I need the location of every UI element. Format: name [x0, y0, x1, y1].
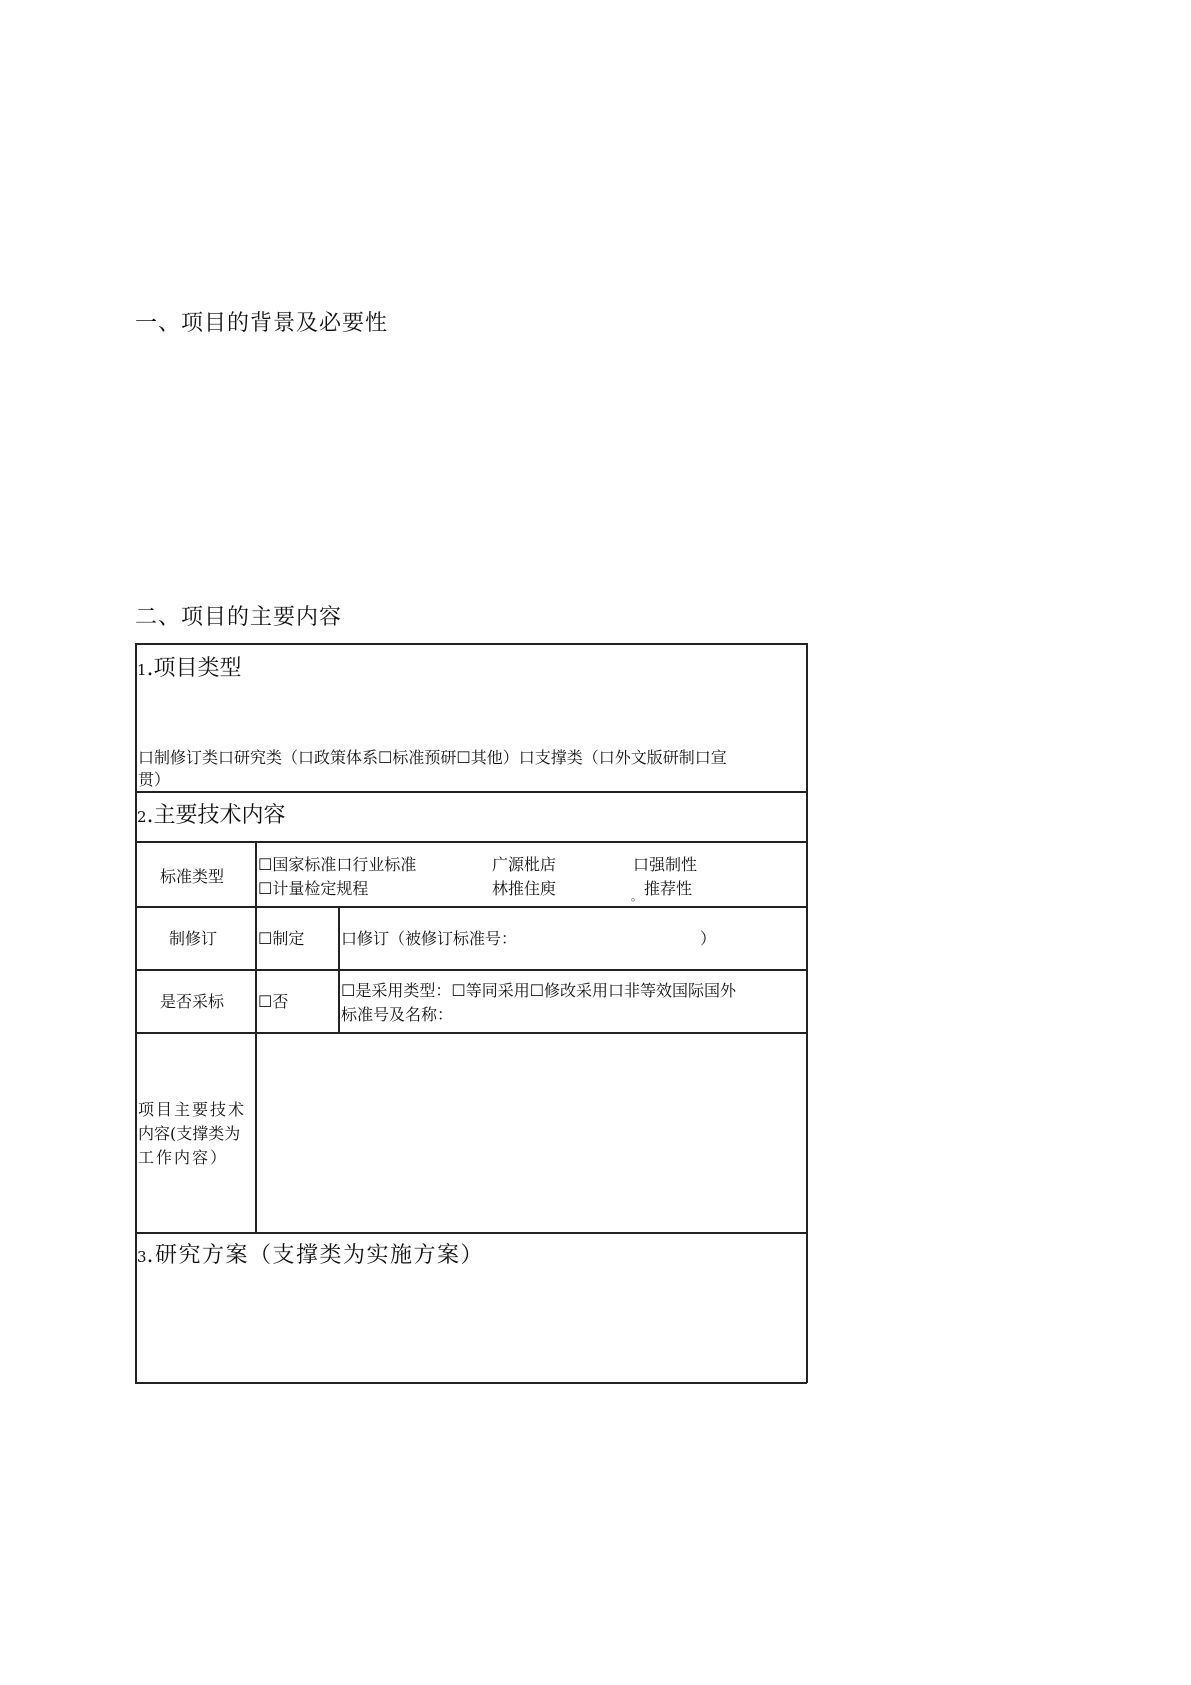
revision-label: 制修订 [169, 929, 218, 948]
adoption-yes-option[interactable]: ☐是采用类型：☐等同采用☐修改采用口非等效国际国外 [341, 981, 737, 1000]
row-divider [135, 791, 807, 793]
standard-type-col2-line2: 林推住庾 [492, 879, 557, 898]
section-number: 2 [137, 808, 147, 826]
main-tech-content-field[interactable] [258, 1035, 804, 1230]
standard-type-metrology[interactable]: ☐计量检定规程 [258, 879, 369, 898]
row-divider [135, 841, 807, 843]
standard-type-recommended[interactable]: 推荐性 [644, 879, 693, 898]
main-tech-label-line3: 工作内容） [138, 1148, 229, 1167]
row-divider [135, 1032, 807, 1034]
project-type-heading: 1.项目类型 [137, 656, 242, 681]
revision-revise-option[interactable]: 口修订（被修订标准号： [341, 929, 518, 948]
project-type-options[interactable]: 口制修订类口研究类（口政策体系☐标准预研☐其他）口支撑类（口外文版研制口宣 [138, 748, 727, 767]
project-type-options-continued: 贯） [138, 770, 171, 789]
research-plan-heading: 3.研究方案（支撑类为实施方案） [137, 1243, 485, 1268]
main-tech-label-line2: 内容(支撑类为 [138, 1124, 241, 1143]
standard-type-label: 标准类型 [160, 867, 225, 886]
research-plan-content-field[interactable] [138, 1280, 804, 1380]
table-border-bottom [135, 1382, 807, 1384]
adoption-no-option[interactable]: ☐否 [258, 992, 289, 1011]
revision-close-paren: ） [700, 929, 717, 948]
section-number: 1 [137, 661, 147, 679]
adoption-standard-name-label: 标准号及名称： [341, 1005, 454, 1024]
tech-content-heading: 2.主要技术内容 [137, 803, 286, 828]
section-heading-background: 一、项目的背景及必要性 [135, 311, 389, 336]
section-number: 3 [137, 1248, 147, 1266]
row-divider [135, 969, 807, 971]
table-border-left [135, 643, 137, 1383]
main-tech-label-line1: 项目主要技术 [138, 1100, 247, 1119]
standard-type-mandatory[interactable]: 口强制性 [633, 855, 698, 874]
table-border-top [135, 643, 807, 645]
column-divider [255, 841, 257, 1233]
section-heading-main-content: 二、项目的主要内容 [135, 605, 343, 630]
row-divider [135, 906, 807, 908]
revision-create-option[interactable]: ☐制定 [258, 929, 305, 948]
stray-dot-mark: 。 [631, 890, 642, 903]
column-divider [338, 906, 340, 1033]
standard-type-col2-line1: 广源枇店 [492, 855, 557, 874]
standard-type-national-industry[interactable]: ☐国家标准口行业标准 [258, 855, 417, 874]
table-border-right [806, 643, 808, 1383]
adoption-label: 是否采标 [160, 992, 225, 1011]
row-divider [135, 1232, 807, 1234]
